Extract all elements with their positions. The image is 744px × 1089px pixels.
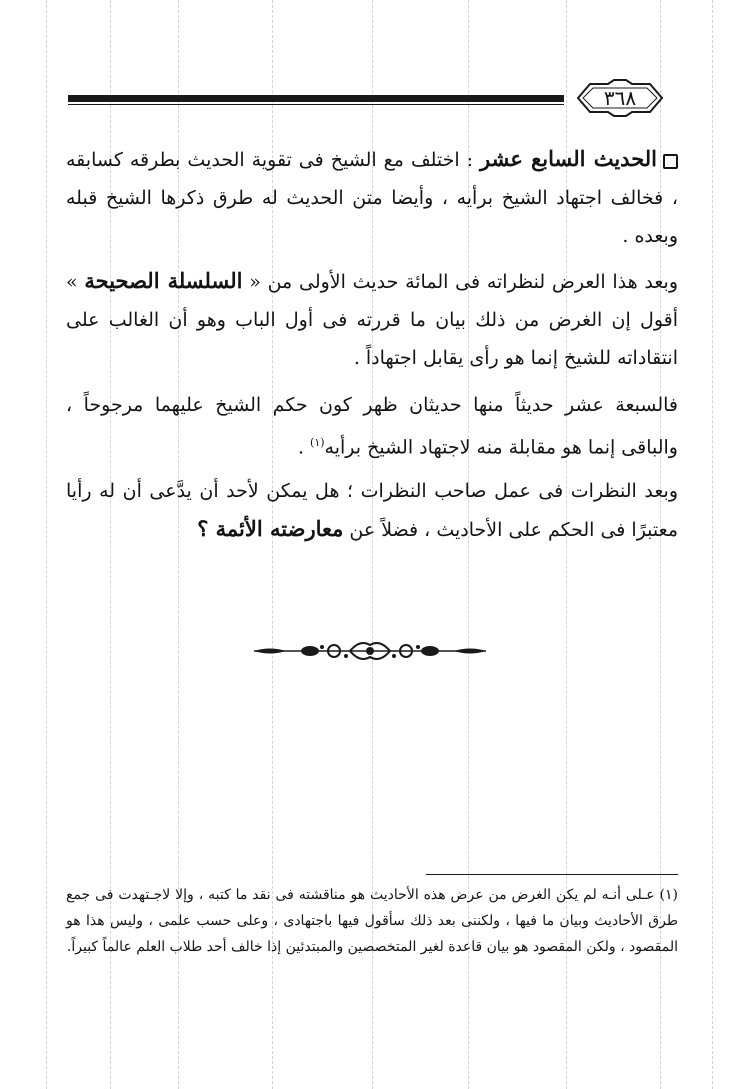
paragraph-1 bbox=[66, 140, 678, 255]
book-title: السلسلة الصحيحة bbox=[84, 268, 243, 293]
page-number: ٣٦٨ bbox=[603, 86, 637, 110]
paragraph-2-text-a: وبعد هذا العرض لنظراته فى المائة حديث الأولى من « bbox=[249, 271, 679, 293]
scan-guide-line bbox=[46, 0, 47, 1089]
paragraph-4-emphasis: معارضته الأئمة ؟ bbox=[197, 516, 344, 541]
header-rule bbox=[68, 95, 564, 102]
paragraph-1-text: : اختلف مع الشيخ فى تقوية الحديث بطرقه كسابقه ، فخالف اجتهاد الشيخ برأيه ، وأيضا متن الحديث له طرق ذكرها الشيخ قبله وبعده . bbox=[66, 149, 678, 247]
square-bullet-icon bbox=[663, 154, 678, 169]
section-divider-ornament-icon bbox=[250, 636, 490, 666]
paragraph-2-text-b: » أقول إن الغرض من ذلك بيان ما قررته فى أول الباب وهو أن الغالب على انتقاداته للشيخ إنما هو رأى يقابل اجتهاداً . bbox=[66, 271, 678, 369]
paragraph-4-text: وبعد النظرات فى عمل صاحب النظرات ؛ هل يمكن لأحد أن يدَّعى أن له رأيا معتبرًا فى الحكم على الأحاديث ، فضلاً عن bbox=[66, 480, 678, 541]
hadith-heading: الحديث السابع عشر bbox=[480, 146, 657, 171]
footnote: (١) عـلى أنـه لم يكن الغرض من عرض هذه الأحاديث هو مناقشته فى نقد ما كتبه ، وإلا لاجـتهدت فى جمع طرق الأحاديث وبيان ما فيها ، ولكننى بعد ذلك سأقول فيها باجتهادى ، وعلى حسب علمى ، وليس هذا هو المقصود ، ولكن المقصود هو بيان قاعدة لغير المتخصصين والمبتدئين إذا خالف أحد طلاب العلم عالماً كبيراً. bbox=[66, 887, 678, 955]
paragraph-3-text-b: . bbox=[297, 436, 311, 459]
paragraph-3 bbox=[66, 386, 678, 466]
paragraph-2 bbox=[66, 262, 678, 377]
footnote-rule bbox=[426, 874, 678, 875]
header-rule-thin bbox=[68, 104, 564, 105]
scan-guide-line bbox=[712, 0, 713, 1089]
paragraph-4 bbox=[66, 472, 678, 549]
footnote-reference: (١) bbox=[310, 436, 325, 449]
paragraph-3-text-a: فالسبعة عشر حديثاً منها حديثان ظهر كون حكم الشيخ عليهما مرجوحاً ، والباقى إنما هو مقابلة منه لاجتهاد الشيخ برأيه bbox=[66, 394, 678, 459]
